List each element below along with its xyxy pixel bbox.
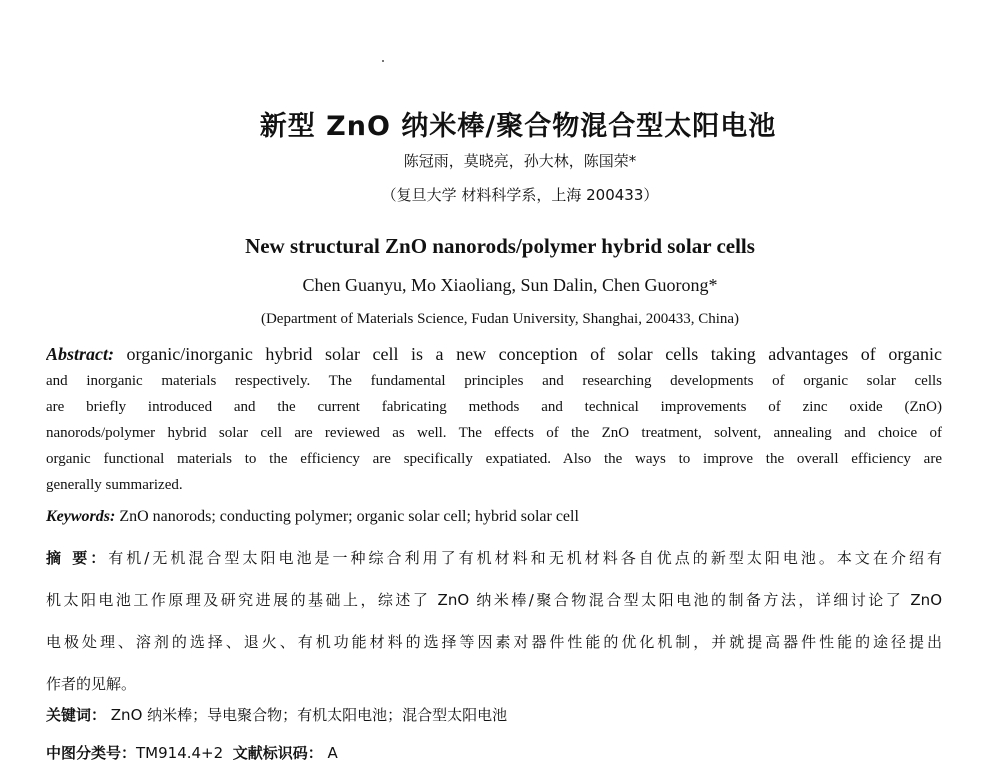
abstract-english-label: Abstract: bbox=[46, 344, 115, 364]
abstract-chinese bbox=[46, 537, 942, 705]
abstract-english-line bbox=[46, 340, 942, 368]
authors-english: Chen Guanyu, Mo Xiaoliang, Sun Dalin, Chen Guorong* bbox=[302, 275, 718, 295]
keywords-chinese-text: ZnO 纳米棒；导电聚合物；有机太阳电池；混合型太阳电池 bbox=[106, 706, 508, 724]
abstract-chinese-line bbox=[46, 537, 942, 579]
affiliation-english: (Department of Materials Science, Fudan University, Shanghai, 200433, China) bbox=[260, 311, 740, 327]
abstract-english-line: organic functional materials to the efficiency are specifically expatiated. Also the ways to improve the overall efficiency are bbox=[46, 451, 942, 467]
abstract-english-text: organic/inorganic hybrid solar cell is a new conception of solar cells taking advantages of organic bbox=[114, 344, 942, 364]
abstract-english-line: and inorganic materials respectively. The fundamental principles and researching developments of organic solar cells bbox=[46, 373, 942, 389]
abstract-english-line: nanorods/polymer hybrid solar cell are reviewed as well. The effects of the ZnO treatment, solvent, annealing and choice of bbox=[46, 425, 942, 441]
clc-value: TM914.4+2 bbox=[136, 744, 224, 762]
keywords-chinese-label: 关键词： bbox=[46, 706, 107, 724]
scan-speck bbox=[382, 60, 384, 62]
authors-chinese: 陈冠雨，莫晓亮，孙大林，陈国荣* bbox=[403, 152, 637, 170]
abstract-chinese-line: 作者的见解。 bbox=[46, 675, 137, 693]
affiliation-chinese: （复旦大学 材料科学系，上海 200433） bbox=[381, 186, 659, 204]
keywords-english bbox=[46, 508, 579, 526]
keywords-chinese bbox=[46, 704, 507, 725]
abstract-chinese-line: 机太阳电池工作原理及研究进展的基础上，综述了 ZnO 纳米棒/聚合物混合型太阳电池的制备方法，详细讨论了 ZnO bbox=[46, 591, 942, 609]
abstract-english-line: generally summarized. bbox=[46, 477, 183, 493]
abstract-english-line: are briefly introduced and the current fabricating methods and technical improvements of zinc oxide (ZnO) bbox=[46, 399, 942, 415]
abstract-chinese-line: 电极处理、溶剂的选择、退火、有机功能材料的选择等因素对器件性能的优化机制，并就提高器件性能的途径提出 bbox=[46, 633, 942, 651]
document-code-value: A bbox=[327, 744, 338, 762]
keywords-english-text: ZnO nanorods; conducting polymer; organic solar cell; hybrid solar cell bbox=[115, 508, 579, 525]
keywords-english-label: Keywords: bbox=[46, 508, 116, 525]
abstract-chinese-text: 有机/无机混合型太阳电池是一种综合利用了有机材料和无机材料各自优点的新型太阳电池。本文在介绍有 bbox=[108, 549, 942, 567]
document-code-label: 文献标识码： bbox=[232, 744, 323, 762]
title-english: New structural ZnO nanorods/polymer hybrid solar cells bbox=[245, 234, 755, 258]
clc-label: 中图分类号： bbox=[46, 744, 137, 762]
abstract-chinese-label: 摘 要： bbox=[46, 549, 109, 567]
abstract-english bbox=[46, 340, 942, 498]
title-chinese: 新型 ZnO 纳米棒/聚合物混合型太阳电池 bbox=[259, 111, 777, 142]
